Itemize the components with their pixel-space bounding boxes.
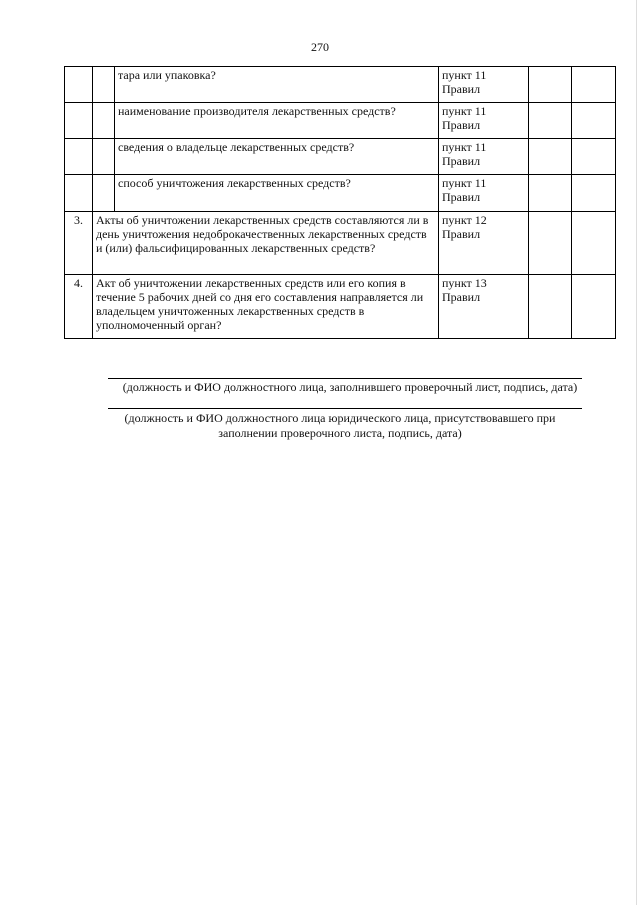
reference-cell — [439, 139, 529, 175]
table-row — [65, 175, 616, 212]
legal-entity-signature-line[interactable] — [108, 408, 582, 409]
answer-no-cell[interactable] — [572, 103, 616, 139]
reference-point: пункт 11 — [442, 140, 487, 154]
question-cell: наименование производителя лекарственных средств? — [115, 103, 439, 139]
legal-entity-caption-line1: (должность и ФИО должностного лица юридического лица, присутствовавшего при — [124, 411, 556, 425]
inspector-signature-line[interactable] — [108, 378, 582, 379]
table-row — [65, 139, 616, 175]
checklist-table — [64, 66, 616, 339]
reference-point: пункт 13 — [442, 276, 487, 290]
answer-yes-cell[interactable] — [529, 275, 572, 339]
reference-rules: Правил — [442, 190, 481, 204]
reference-point: пункт 11 — [442, 68, 487, 82]
answer-no-cell[interactable] — [572, 212, 616, 275]
reference-cell — [439, 175, 529, 212]
reference-rules: Правил — [442, 118, 481, 132]
answer-yes-cell[interactable] — [529, 175, 572, 212]
row-number-cell — [65, 67, 93, 103]
page-number: 270 — [311, 40, 329, 54]
scan-edge-mark — [636, 0, 637, 905]
row-number-cell — [65, 103, 93, 139]
reference-rules: Правил — [442, 154, 481, 168]
reference-point: пункт 11 — [442, 176, 487, 190]
reference-rules: Правил — [442, 82, 481, 96]
answer-no-cell[interactable] — [572, 139, 616, 175]
reference-cell — [439, 103, 529, 139]
legal-entity-caption-line2: заполнении проверочного листа, подпись, дата) — [218, 426, 462, 440]
question-cell: сведения о владельце лекарственных средств? — [115, 139, 439, 175]
indent-cell — [93, 67, 115, 103]
answer-no-cell[interactable] — [572, 275, 616, 339]
row-number-cell — [65, 175, 93, 212]
question-cell: Акт об уничтожении лекарственных средств или его копия в течение 5 рабочих дней со дня его составления направляется ли владельцем уничтоженных лекарственных средств в уполномоченный орган? — [93, 275, 439, 339]
inspector-signature-caption: (должность и ФИО должностного лица, заполнившего проверочный лист, подпись, дата) — [122, 380, 578, 394]
indent-cell — [93, 139, 115, 175]
question-cell: тара или упаковка? — [115, 67, 439, 103]
indent-cell — [93, 175, 115, 212]
answer-no-cell[interactable] — [572, 67, 616, 103]
question-cell: способ уничтожения лекарственных средств? — [115, 175, 439, 212]
reference-cell — [439, 212, 529, 275]
table-row — [65, 67, 616, 103]
reference-rules: Правил — [442, 290, 481, 304]
reference-cell — [439, 67, 529, 103]
row-number-cell: 3. — [65, 212, 93, 275]
reference-cell — [439, 275, 529, 339]
reference-point: пункт 11 — [442, 104, 487, 118]
answer-yes-cell[interactable] — [529, 212, 572, 275]
reference-rules: Правил — [442, 227, 481, 241]
table-row — [65, 103, 616, 139]
legal-entity-signature-caption — [60, 411, 620, 441]
answer-yes-cell[interactable] — [529, 139, 572, 175]
answer-yes-cell[interactable] — [529, 103, 572, 139]
table-row — [65, 275, 616, 339]
indent-cell — [93, 103, 115, 139]
row-number-cell — [65, 139, 93, 175]
row-number-cell: 4. — [65, 275, 93, 339]
reference-point: пункт 12 — [442, 213, 487, 227]
question-cell: Акты об уничтожении лекарственных средств составляются ли в день уничтожения недоброкачественных лекарственных средств и (или) фальсифицированных лекарственных средств? — [93, 212, 439, 275]
answer-yes-cell[interactable] — [529, 67, 572, 103]
table-row — [65, 212, 616, 275]
answer-no-cell[interactable] — [572, 175, 616, 212]
